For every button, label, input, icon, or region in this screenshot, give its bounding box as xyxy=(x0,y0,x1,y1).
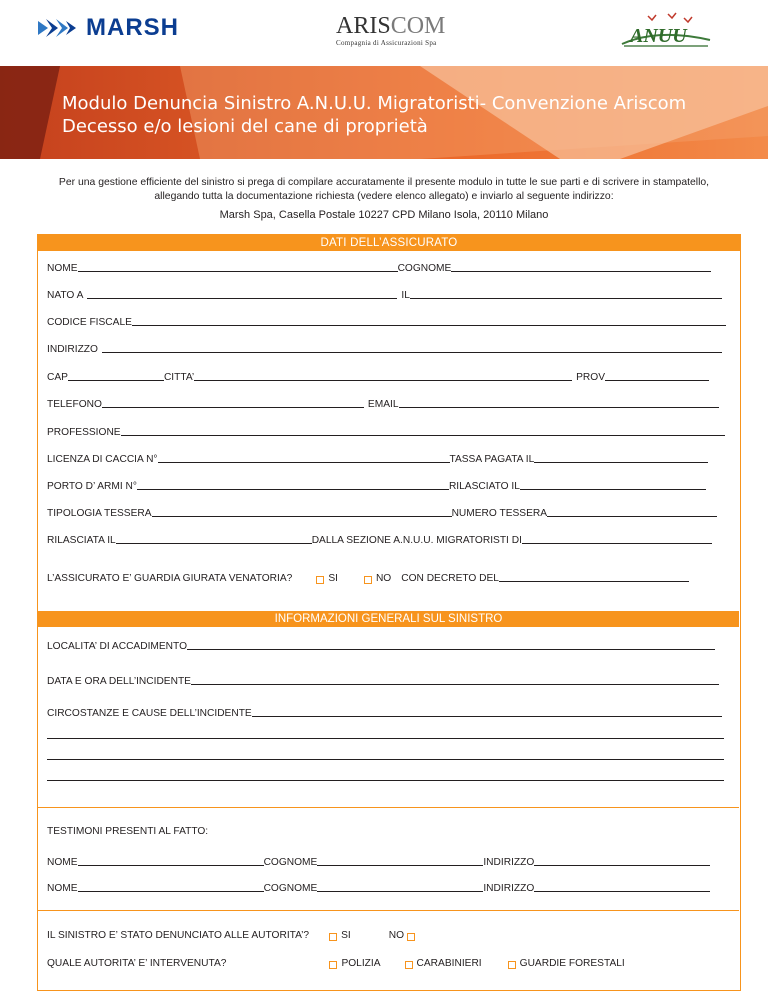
label-email: EMAIL xyxy=(367,398,399,410)
field-nome[interactable] xyxy=(78,262,398,272)
label-citta: CITTA’ xyxy=(163,371,195,383)
field-testimone-1-indirizzo[interactable] xyxy=(534,856,710,866)
label-denunciato: IL SINISTRO E’ STATO DENUNCIATO ALLE AUTORITA’? xyxy=(47,930,310,941)
ariscom-word-aris: ARIS xyxy=(336,13,391,39)
field-localita[interactable] xyxy=(187,640,715,650)
label-indirizzo: INDIRIZZO xyxy=(47,343,98,355)
row-telefono-email xyxy=(47,398,719,410)
field-numero-tessera[interactable] xyxy=(547,507,717,517)
checkbox-guardia-no[interactable] xyxy=(364,576,372,584)
label-testimoni: TESTIMONI PRESENTI AL FATTO: xyxy=(47,826,209,837)
row-testimone-2 xyxy=(47,882,710,894)
circostanze-line-2[interactable] xyxy=(47,738,724,739)
row-testimone-1 xyxy=(47,856,710,868)
field-nato-a[interactable] xyxy=(87,289,397,299)
field-email[interactable] xyxy=(399,398,719,408)
label-porto: PORTO D’ ARMI N° xyxy=(47,480,137,492)
label-il: IL xyxy=(401,289,410,301)
row-codice-fiscale xyxy=(47,316,726,328)
field-tipologia[interactable] xyxy=(152,507,452,517)
checkbox-carabinieri[interactable] xyxy=(405,961,413,969)
anuu-wordmark: ANUU xyxy=(630,25,687,47)
row-guardia xyxy=(47,572,689,584)
label-denunciato-si: SI xyxy=(341,930,351,941)
field-porto[interactable] xyxy=(137,480,449,490)
label-prov: PROV xyxy=(576,371,606,383)
logo-bar xyxy=(0,0,768,60)
field-cognome[interactable] xyxy=(451,262,711,272)
label-cap: CAP xyxy=(47,371,68,383)
label-cognome: COGNOME xyxy=(397,262,452,274)
checkbox-polizia[interactable] xyxy=(329,961,337,969)
marsh-mark-icon xyxy=(38,17,78,39)
row-nato xyxy=(47,289,722,301)
label-guardie-forestali: GUARDIE FORESTALI xyxy=(519,958,625,969)
field-rilasciata-il[interactable] xyxy=(116,534,312,544)
section-heading-insured: DATI DELL’ASSICURATO xyxy=(38,235,740,251)
label-data-ora: DATA E ORA DELL’INCIDENTE xyxy=(47,676,191,687)
label-guardia: L’ASSICURATO E’ GUARDIA GIURATA VENATORIA? xyxy=(47,572,293,584)
anuu-logo xyxy=(618,10,714,55)
label-polizia: POLIZIA xyxy=(341,958,381,969)
row-nome-cognome xyxy=(47,262,711,274)
title-line-2: Decesso e/o lesioni del cane di proprietà xyxy=(62,116,428,137)
ariscom-word-com: COM xyxy=(390,13,446,39)
field-data-ora[interactable] xyxy=(191,675,719,685)
label-guardia-no: NO xyxy=(375,572,392,584)
checkbox-guardie-forestali[interactable] xyxy=(508,961,516,969)
field-indirizzo[interactable] xyxy=(102,343,722,353)
field-telefono[interactable] xyxy=(102,398,364,408)
label-carabinieri: CARABINIERI xyxy=(416,958,482,969)
label-tipologia: TIPOLOGIA TESSERA xyxy=(47,507,152,519)
field-testimone-1-cognome[interactable] xyxy=(317,856,483,866)
field-sezione[interactable] xyxy=(522,534,712,544)
label-testimone-2-cognome: COGNOME xyxy=(263,883,318,894)
checkbox-denunciato-no[interactable] xyxy=(407,933,415,941)
label-testimone-1-indirizzo: INDIRIZZO xyxy=(483,857,535,868)
marsh-logo xyxy=(38,14,179,42)
label-nome: NOME xyxy=(47,262,78,274)
ariscom-logo xyxy=(336,14,445,47)
field-testimone-2-indirizzo[interactable] xyxy=(534,882,710,892)
circostanze-line-3[interactable] xyxy=(47,759,724,760)
divider-testimoni xyxy=(38,807,739,808)
label-numero-tessera: NUMERO TESSERA xyxy=(451,507,548,519)
row-autorita xyxy=(47,958,625,969)
field-licenza[interactable] xyxy=(158,453,450,463)
label-localita: LOCALITA’ DI ACCADIMENTO xyxy=(47,641,188,652)
label-testimone-1-cognome: COGNOME xyxy=(263,857,318,868)
field-codice-fiscale[interactable] xyxy=(132,316,726,326)
section-heading-claim: INFORMAZIONI GENERALI SUL SINISTRO xyxy=(38,611,739,627)
row-data-ora xyxy=(47,675,719,687)
label-telefono: TELEFONO xyxy=(47,398,102,410)
marsh-wordmark: MARSH xyxy=(86,14,179,41)
label-decreto: CON DECRETO DEL xyxy=(401,572,499,584)
label-guardia-si: SI xyxy=(328,572,338,584)
field-professione[interactable] xyxy=(121,426,725,436)
mailing-address: Marsh Spa, Casella Postale 10227 CPD Milano Isola, 20110 Milano xyxy=(219,209,549,221)
title-line-1: Modulo Denuncia Sinistro A.N.U.U. Migratoristi- Convenzione Ariscom xyxy=(62,93,687,114)
row-testimoni-heading xyxy=(47,826,208,837)
label-testimone-1-nome: NOME xyxy=(47,857,78,868)
row-professione xyxy=(47,426,725,438)
label-professione: PROFESSIONE xyxy=(47,426,121,438)
field-decreto[interactable] xyxy=(499,572,689,582)
row-rilasciata xyxy=(47,534,712,546)
row-denunciato xyxy=(47,930,419,941)
intro-line-1: Per una gestione efficiente del sinistro si prega di compilare accuratamente il presente modulo in tutte le sue parti e di scrivere in stampatello, xyxy=(58,177,710,188)
field-testimone-2-cognome[interactable] xyxy=(317,882,483,892)
intro-line-2: allegando tutta la documentazione richiesta (vedere elenco allegato) e inviarlo al seguente indirizzo: xyxy=(154,190,614,202)
row-tessera xyxy=(47,507,717,519)
field-circostanze[interactable] xyxy=(252,707,722,717)
anuu-emblem-icon xyxy=(618,10,714,50)
field-citta[interactable] xyxy=(194,371,572,381)
row-porto-armi xyxy=(47,480,706,492)
field-prov[interactable] xyxy=(605,371,709,381)
row-localita xyxy=(47,640,715,652)
label-testimone-2-indirizzo: INDIRIZZO xyxy=(483,883,535,894)
field-testimone-1-nome[interactable] xyxy=(78,856,264,866)
label-rilasciata-il: RILASCIATA IL xyxy=(47,534,116,546)
label-autorita: QUALE AUTORITA’ E’ INTERVENUTA? xyxy=(47,958,227,969)
label-licenza: LICENZA DI CACCIA N° xyxy=(47,453,158,465)
circostanze-line-4[interactable] xyxy=(47,780,724,781)
checkbox-guardia-si[interactable] xyxy=(316,576,324,584)
field-rilasciato[interactable] xyxy=(520,480,706,490)
label-denunciato-no: NO xyxy=(388,930,405,941)
label-tassa: TASSA PAGATA IL xyxy=(449,453,535,465)
label-circostanze: CIRCOSTANZE E CAUSE DELL’INCIDENTE xyxy=(47,708,252,719)
row-indirizzo xyxy=(47,343,722,355)
field-tassa[interactable] xyxy=(534,453,708,463)
field-data-nascita[interactable] xyxy=(410,289,722,299)
page-title xyxy=(62,92,686,138)
checkbox-denunciato-si[interactable] xyxy=(329,933,337,941)
ariscom-subtitle: Compagnia di Assicurazioni Spa xyxy=(336,39,437,47)
label-nato-a: NATO A xyxy=(47,289,84,301)
field-testimone-2-nome[interactable] xyxy=(78,882,264,892)
divider-autorita xyxy=(38,910,739,911)
row-cap-citta xyxy=(47,371,709,383)
field-cap[interactable] xyxy=(68,371,164,381)
label-rilasciato: RILASCIATO IL xyxy=(448,480,520,492)
label-sezione: DALLA SEZIONE A.N.U.U. MIGRATORISTI DI xyxy=(311,534,522,546)
intro-text xyxy=(20,176,748,203)
label-testimone-2-nome: NOME xyxy=(47,883,78,894)
row-circostanze xyxy=(47,707,722,719)
row-licenza xyxy=(47,453,708,465)
label-codice-fiscale: CODICE FISCALE xyxy=(47,316,132,328)
